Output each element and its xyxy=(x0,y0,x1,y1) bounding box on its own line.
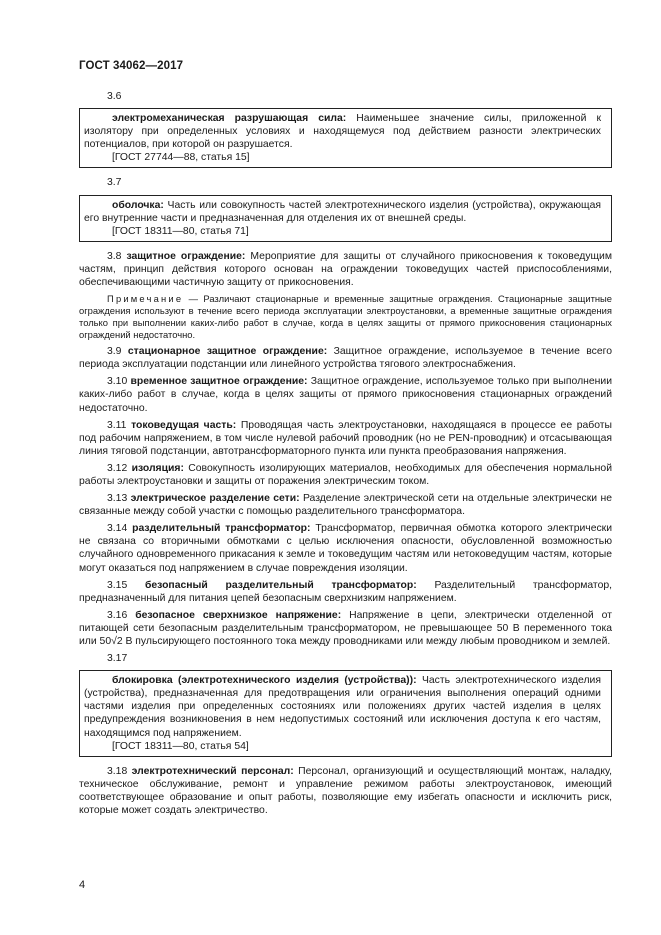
term: токоведущая часть: xyxy=(131,419,237,431)
definition-text: Защитное ограждение, используемое только при выполнении каких-либо работ в случае, когда в целях защиты от прямого прикосновения стационарных ограждений недостаточно. xyxy=(79,376,612,414)
definition-text: Персонал, организующий и осуществляющий монтаж, наладку, техническое обслуживание, ремонт и управление режимом работы электроустановок, имеющий соответствующее образование и опыт работы, позволяющие ему избегать опасности и исключить риск, которые может создать электричество. xyxy=(79,765,613,817)
section-number: 3.13 xyxy=(107,493,128,505)
term: оболочка: xyxy=(112,199,164,211)
definition-paragraph xyxy=(79,419,612,458)
source-reference: [ГОСТ 27744—88, статья 15] xyxy=(112,152,250,164)
definition-text: Напряжение в цепи, электрически отделенной от питающей сети безопасным разделительным трансформатором, не превышающее 50 В переменного тока или 50√2 В пульсирующего постоянного тока между проводниками или между любым проводником и землей. xyxy=(79,609,612,647)
term: изоляция: xyxy=(131,462,184,474)
definition-text: Наименьшее значение силы, приложенной к изолятору при определенных условиях и находящемуся под действием разности электрических потенциалов, при которой он разрушается. xyxy=(84,113,601,151)
definition-paragraph xyxy=(84,199,601,225)
term: безопасное сверхнизкое напряжение: xyxy=(135,609,342,621)
definition-paragraph xyxy=(79,250,612,289)
term: блокировка (электротехнического изделия (устройства)): xyxy=(112,675,417,687)
definition-paragraph xyxy=(79,579,612,605)
definition-text: Мероприятие для защиты от случайного прикосновения к токоведущим частям, принцип действия которого основан на ограждении токоведущих частей приспособлениями, обеспечивающими частичную защиту от прикосновения. xyxy=(79,250,613,289)
section-number: 3.6 xyxy=(107,91,122,102)
section-number: 3.14 xyxy=(107,523,128,535)
definition-paragraph xyxy=(79,765,612,817)
section-number: 3.15 xyxy=(107,579,128,591)
definition-paragraph xyxy=(79,375,612,414)
definition-paragraph xyxy=(84,674,601,739)
section-number: 3.18 xyxy=(107,765,128,777)
source-reference: [ГОСТ 18311—80, статья 54] xyxy=(112,740,249,752)
section-number: 3.9 xyxy=(107,346,122,358)
note-text: — Различают стационарные и временные защитные ограждения. Стационарные защитные ограждения используют в течение всего периода эксплуатации электроустановки, а временные защитные ограждения только при выполнении каких-либо работ в случае, когда в целях защиты от прямого прикосновения стационарных ограждений недостаточно. xyxy=(79,293,612,341)
term: электрическое разделение сети: xyxy=(130,493,300,505)
definition-text: Проводящая часть электроустановки, находящаяся в процессе ее работы под рабочим напряжением, в том числе нулевой рабочий проводник (но не PEN-проводник) и отсасывающая линия тяговой подстанции, автотрансформаторного пункта или пункта преобразования напряжения. xyxy=(79,419,613,457)
term: безопасный разделительный трансформатор: xyxy=(144,579,417,591)
section-number: 3.8 xyxy=(107,250,122,262)
quoted-definition-box xyxy=(79,108,612,168)
document-header: ГОСТ 34062—2017 xyxy=(79,60,184,72)
definition-text: Совокупность изолирующих материалов, необходимых для обеспечения нормальной работы электроустановки и защиты от поражения электрическим током. xyxy=(79,462,613,487)
definition-paragraph xyxy=(79,462,612,488)
definition-text: Разделение электрической сети на отдельные электрически не связанные между собой участки с помощью разделительного трансформатора. xyxy=(79,493,612,518)
definition-paragraph xyxy=(79,522,612,574)
definition-text: Разделительный трансформатор, предназначенный для питания цепей безопасным сверхнизким напряжением. xyxy=(79,579,613,604)
definition-text: Защитное ограждение, используемое в течение всего периода эксплуатации подстанции или линейного устройства тягового электроснабжения. xyxy=(79,346,612,371)
page-number: 4 xyxy=(79,879,86,891)
section-number: 3.11 xyxy=(107,419,127,431)
note-paragraph xyxy=(79,293,612,341)
note-label: Примечание xyxy=(107,293,184,305)
definition-text: Часть или совокупность частей электротехнического изделия (устройства), окружающая его внутренние части и предназначенная для отделения их от внешней среды. xyxy=(84,199,602,224)
section-number: 3.17 xyxy=(107,653,128,665)
term: защитное ограждение: xyxy=(126,250,246,262)
section-number: 3.7 xyxy=(107,177,122,189)
term: временное защитное ограждение: xyxy=(130,376,308,388)
term: электромеханическая разрушающая сила: xyxy=(112,113,347,125)
quoted-definition-box xyxy=(79,195,612,242)
term: стационарное защитное ограждение: xyxy=(127,346,328,358)
definition-paragraph xyxy=(79,492,612,518)
section-number: 3.16 xyxy=(107,609,128,621)
section-number: 3.10 xyxy=(107,376,128,388)
term: разделительный трансформатор: xyxy=(132,523,311,535)
term: электротехнический персонал: xyxy=(131,765,294,777)
quoted-definition-box xyxy=(79,670,612,757)
definition-paragraph xyxy=(79,345,612,371)
document-body xyxy=(79,90,612,821)
section-number: 3.12 xyxy=(107,462,128,474)
definition-paragraph xyxy=(79,609,612,648)
definition-text: Трансформатор, первичная обмотка которого электрически не связана со вторичными обмотками с целью исключения опасности, обусловленной возможностью случайного одновременного прикасания к земле и токоведущим частям или нетоковедущим частям, которые могут оказаться под напряжением в случае повреждения изоляции. xyxy=(79,523,613,574)
definition-text: Часть электротехнического изделия (устройства), предназначенная для предотвращения или ограничения выполнения операций одними частями изделия при определенных состояниях или положениях других частей изделия в целях предупреждения возникновения в нем недопустимых состояний или исключения доступа к его частям, находящимся под напряжением. xyxy=(84,675,601,739)
source-reference: [ГОСТ 18311—80, статья 71] xyxy=(112,225,249,237)
definition-paragraph xyxy=(84,112,601,151)
